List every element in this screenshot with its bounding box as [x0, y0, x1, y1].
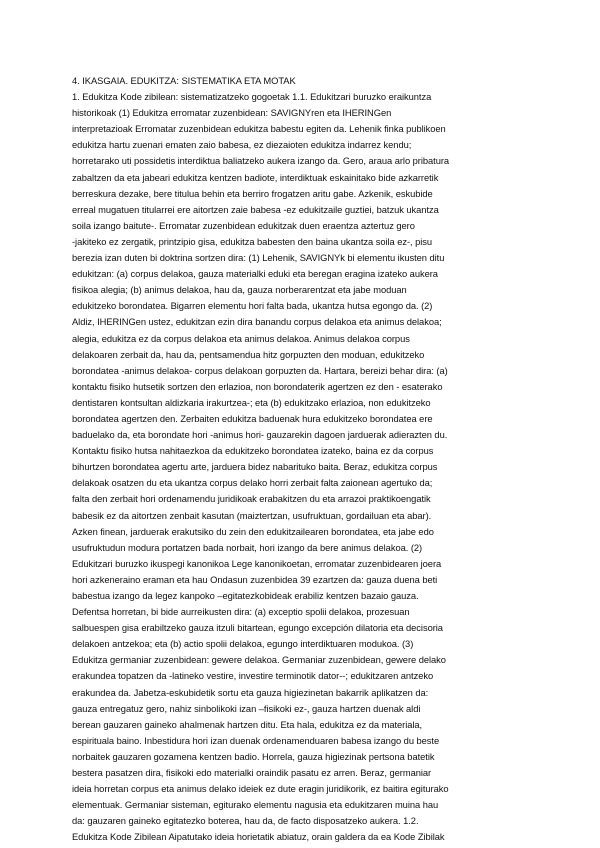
text-line: berreskura dezake, bere titulua behin eta berriro frogatzen aritu gabe. Azkenik, eskubide [72, 188, 433, 199]
text-line: Edukitzari buruzko ikuspegi kanonikoa Lege kanonikoetan, erromatar zuzenbidearen joera [72, 558, 442, 569]
text-line: hori azkeneraino eraman eta hau Ondasun zuzenbidea 39 ezartzen da: gauza duena beti [72, 574, 438, 585]
text-line: da: gauzaren gaineko egitatezko boterea, hau da, de facto disposatzeko aukera. 1.2. [72, 816, 419, 827]
text-line: Aldiz, IHERINGen ustez, edukitzan ezin dira banandu corpus delakoa eta animus delakoa; [72, 317, 442, 328]
text-line: fisikoa alegia; (b) animus delakoa, hau da, gauza norberarentzat eta jabe moduan [72, 285, 407, 296]
text-line: babestua izango da legez kanpoko –egitatezkobideak erabiliz kentzen bazaio gauza. [72, 591, 419, 601]
document-title: 4. IKASGAIA. EDUKITZA: SISTEMATIKA ETA MOTAK [72, 76, 296, 86]
text-line: interpretazioak Erromatar zuzenbidean edukitza babestu egiten da. Lehenik finka publikoen [72, 124, 446, 135]
text-line: horretarako uti possidetis interdiktua baliatzeko aukera izango da. Gero, araua arlo pribatura [72, 156, 450, 167]
document-body [72, 73, 540, 846]
text-line: babesik ez da aitortzen zenbait kasutan (maiztertzan, usufruktuan, gordailuan eta abar). [72, 510, 432, 521]
text-line: alegia, edukitza ez da corpus delakoa eta animus delakoa. Animus delakoa corpus [72, 333, 410, 344]
text-line: borondatea agertzen den. Zerbaiten edukitza baduenak hura edukitzeko borondatea ere [72, 413, 433, 424]
text-line: 1. Edukitza Kode zibilean: sistematizatzeko gogoetak 1.1. Edukitzari buruzko eraikuntza [72, 92, 432, 103]
text-line: bestera pasatzen dira, fisikoki edo materialki oraindik pasatu ez arren. Beraz, germaniar [72, 768, 432, 779]
text-line: -jakiteko ez zergatik, printzipio gisa, edukitza babesten den baina ukantza soila ez-, pisu [72, 236, 433, 247]
text-line: espirituala baino. Inbestidura hori izan duenak ordenamenduaren babesa izango du beste [72, 735, 440, 746]
text-line: borondatea -animus delakoa- corpus delakoan gorpuzten da. Hartara, bereizi behar dira: (a) [72, 365, 448, 376]
text-line: edukitzan: (a) corpus delakoa, gauza materialki eduki eta beregan eragina izateko aukera [72, 269, 438, 280]
text-line: Edukitza germaniar zuzenbidean: gewere delakoa. Germaniar zuzenbidean, gewere delako [72, 655, 446, 666]
text-line: salbuespen gisa erabiltzeko gauza itzuli bitartean, egungo excepción dilatoria eta decisoria [72, 623, 443, 634]
text-line: edukitzeko borondatea. Bigarren elementu hori falta bada, ukantza hutsa egongo da. (2) [72, 301, 433, 312]
text-line: soila izango baitute-. Erromatar zuzenbidean edukitzak duen eraentza aztertuz gero [72, 220, 415, 231]
text-line: kontaktu fisiko hutsetik sortzen den erlazioa, non borondaterik agertzen ez den - esaterako [72, 381, 443, 392]
text-line: Defentsa horretan, bi bide aurreikusten dira: (a) exceptio spolii delakoa, prozesuan [72, 607, 410, 618]
text-line: zabaltzen da eta jabeari edukitza kentzen badiote, interdiktuak eskainitako bide azkarretik [72, 172, 439, 183]
text-line: bihurtzen borondatea agertu arte, jarduera bidez nabarituko baita. Beraz, edukitza corpus [72, 462, 438, 473]
text-line: historikoak (1) Edukitza erromatar zuzenbidean: SAVIGNYren eta IHERINGen [72, 108, 392, 119]
text-line: delakoaren zerbait da, hau da, pentsamendua hitz gorpuzten den moduan, edukitzeko [72, 349, 425, 360]
text-line: Kontaktu fisiko hutsa nahitaezkoa da edukitzeko borondatea izateko, baina ez da corpus [72, 446, 434, 457]
text-line: ideia horretan corpus eta animus delako ideiek ez dute eragin juridikorik, ez baitira egiturako [72, 784, 449, 795]
text-line: erakundea da. Jabetza-eskubidetik sortu eta gauza higiezinetan bakarrik aplikatzen da: [72, 687, 429, 698]
text-line: baduelako da, eta borondate hori -animus hori- gauzarekin dagoen jarduerak adierazten du. [72, 430, 448, 441]
text-line: Azken finean, jarduerak erakutsiko du zein den edukitzailearen borondatea, eta jabe edo [72, 526, 434, 537]
text-line: falta den zerbait hori ordenamendu juridikoak erabakitzen du eta arrazoi praktikoengatik [72, 494, 431, 505]
text-line: elementuak. Germaniar sisteman, egiturako elementu nagusia eta edukitzaren muina hau [72, 800, 439, 811]
text-line: usufruktudun modura portatzen bada norbait, hori izango da bere animus delakoa. (2) [72, 542, 423, 553]
text-line: erakundea topatzen da -latineko vestire, investire terminotik dator--; edukitzaren antzeko [72, 671, 434, 682]
text-line: norbaitek gauzaren gozamena kentzen badio. Horrela, gauza higiezinak pertsona batetik [72, 751, 435, 762]
text-line: berean gauzaren gaineko ahalmenak hartzen ditu. Eta hala, edukitza ez da materiala, [72, 719, 423, 730]
text-line: berezia izan duten bi doktrina sortzen dira: (1) Lehenik, SAVIGNYk bi elementu ikusten ditu [72, 253, 445, 264]
text-line: delakoen antzekoa; eta (b) actio spolii delakoa, egungo interdiktuaren modukoa. (3) [72, 639, 414, 650]
text-line: edukitza hartu zuenari ematen zaio babesa, ez diezaioten edukitza indarrez kendu; [72, 140, 412, 151]
text-line: erreal mugatuen titularrei ere aitortzen zaie babesa -ez edukitzaile guztiei, batzuk ukantza [72, 204, 439, 215]
text-line: delakoak osatzen du eta ukantza corpus delako horri zerbait falta zaionean agertuko da; [72, 478, 433, 489]
text-line: Edukitza Kode Zibilean Aipatutako ideia horietatik abiatuz, orain galdera da ea Kode Zibilak [72, 832, 445, 843]
text-line: dentistaren kontsultan aldizkaria irakurtzea-; eta (b) edukitzako erlazioa, non edukitzeko [72, 397, 431, 408]
text-line: gauza entregatuz gero, nahiz sinbolikoki izan –fisikoki ez-, gauza hartzen duenak aldi [72, 703, 421, 714]
